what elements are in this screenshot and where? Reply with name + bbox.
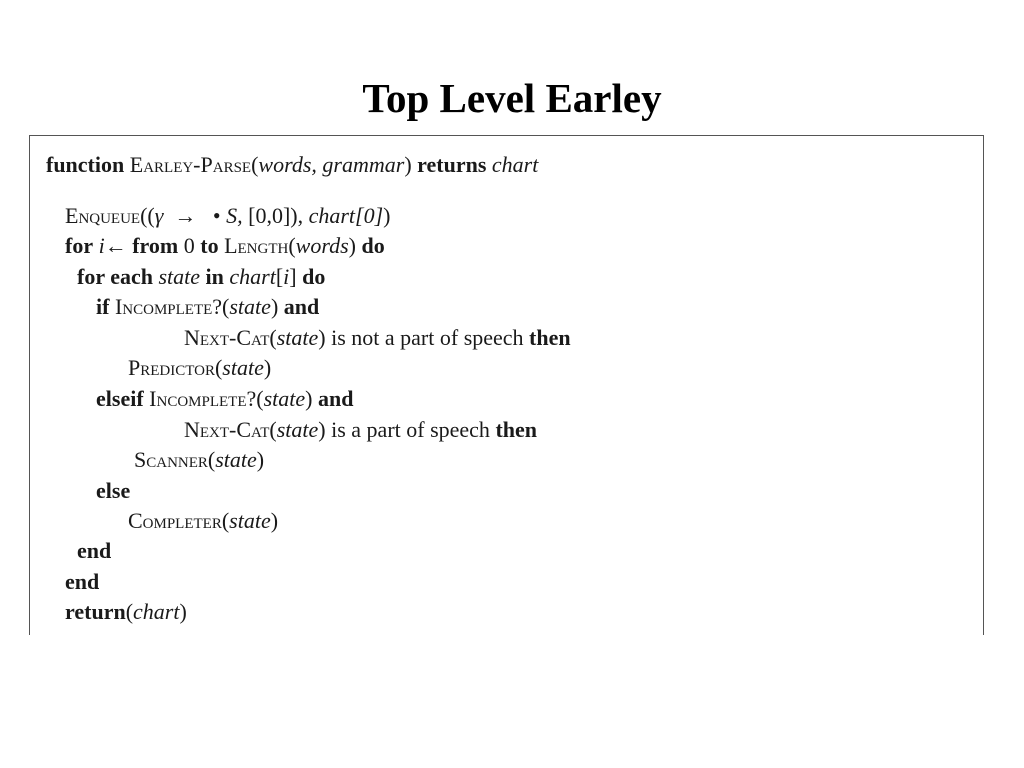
length-arg: words <box>295 233 349 258</box>
bracket: [ <box>275 264 284 289</box>
index-variable: i <box>98 233 105 258</box>
keyword-do: do <box>361 233 385 258</box>
state-variable: state <box>263 386 306 411</box>
paren: (( <box>140 203 155 228</box>
scanner-name: Scanner <box>134 447 208 472</box>
keyword-returns: returns <box>417 152 487 177</box>
state-variable: state <box>215 447 257 472</box>
gamma-symbol: γ <box>154 203 164 228</box>
keyword-do: do <box>302 264 326 289</box>
paren: ), <box>290 203 304 228</box>
next-cat-pos-line <box>184 417 537 443</box>
next-cat-name: Next-Cat <box>184 417 270 442</box>
if-line <box>96 294 319 320</box>
paren: ) <box>270 294 279 319</box>
predictor-name: Predictor <box>128 355 215 380</box>
slide-title: Top Level Earley <box>362 75 662 121</box>
chart-zero: chart[0] <box>308 203 384 228</box>
chart-variable: chart <box>229 264 276 289</box>
paren: ( <box>125 599 134 624</box>
paren: ( <box>251 152 259 177</box>
keyword-else: else <box>96 478 131 503</box>
keyword-elseif: elseif <box>96 386 144 411</box>
paren: ) <box>263 355 272 380</box>
next-cat-name: Next-Cat <box>184 325 270 350</box>
completer-name: Completer <box>128 508 222 533</box>
incomplete-name: Incomplete? <box>149 386 257 411</box>
paren: ) <box>348 233 356 258</box>
return-line <box>65 599 187 625</box>
state-variable: state <box>222 355 264 380</box>
return-variable: chart <box>491 152 539 177</box>
condition-text: is not a part of speech <box>331 325 524 350</box>
paren: ) <box>404 152 412 177</box>
state-variable: state <box>276 325 319 350</box>
paren: ) <box>179 599 187 624</box>
end-outer-line <box>65 569 99 595</box>
keyword-in: in <box>205 264 224 289</box>
state-variable: state <box>276 417 319 442</box>
state-variable: state <box>229 294 271 319</box>
paren: ( <box>207 447 216 472</box>
keyword-for-each: for each <box>77 264 153 289</box>
paren: ) <box>318 417 326 442</box>
keyword-then: then <box>529 325 571 350</box>
predictor-line <box>128 355 271 381</box>
paren: ( <box>256 386 264 411</box>
length-name: Length <box>224 233 289 258</box>
paren: ) <box>270 508 279 533</box>
elseif-line <box>96 386 353 412</box>
end-inner-line <box>77 538 111 564</box>
keyword-if: if <box>96 294 110 319</box>
for-loop-line <box>65 233 385 259</box>
scanner-line <box>134 447 264 473</box>
next-cat-not-pos-line <box>184 325 571 351</box>
bracket: ] <box>289 264 297 289</box>
condition-text: is a part of speech <box>331 417 490 442</box>
for-each-line <box>77 264 325 290</box>
enqueue-name: Enqueue <box>65 203 141 228</box>
keyword-function: function <box>46 152 125 177</box>
keyword-then: then <box>495 417 537 442</box>
left-arrow-symbol: ← <box>104 233 127 258</box>
enqueue-line <box>65 203 391 229</box>
paren: ) <box>256 447 265 472</box>
paren: ( <box>221 508 230 533</box>
completer-line <box>128 508 278 534</box>
function-args: words, grammar <box>258 152 405 177</box>
state-variable: state <box>158 264 201 289</box>
state-variable: state <box>229 508 271 533</box>
keyword-and: and <box>317 386 354 411</box>
keyword-for: for <box>65 233 94 258</box>
paren: ) <box>318 325 326 350</box>
zero-value: 0 <box>183 233 195 258</box>
keyword-end: end <box>65 569 100 594</box>
paren: ( <box>222 294 230 319</box>
keyword-return: return <box>65 599 126 624</box>
paren: ( <box>269 417 277 442</box>
start-symbol: S, <box>226 203 243 228</box>
return-arg: chart <box>133 599 180 624</box>
function-name: Earley-Parse <box>129 152 252 177</box>
keyword-to: to <box>200 233 219 258</box>
keyword-from: from <box>132 233 179 258</box>
paren: ( <box>269 325 277 350</box>
function-signature-line <box>46 152 538 178</box>
paren: ( <box>214 355 223 380</box>
span-value: [0,0] <box>248 203 291 228</box>
dot-symbol: • <box>212 203 221 228</box>
else-line <box>96 478 130 504</box>
keyword-and: and <box>283 294 320 319</box>
arrow-symbol: → <box>174 203 197 228</box>
paren: ) <box>383 203 391 228</box>
index-variable: i <box>283 264 290 289</box>
paren: ) <box>305 386 313 411</box>
paren: ( <box>288 233 296 258</box>
keyword-end: end <box>77 538 112 563</box>
incomplete-name: Incomplete? <box>114 294 223 319</box>
